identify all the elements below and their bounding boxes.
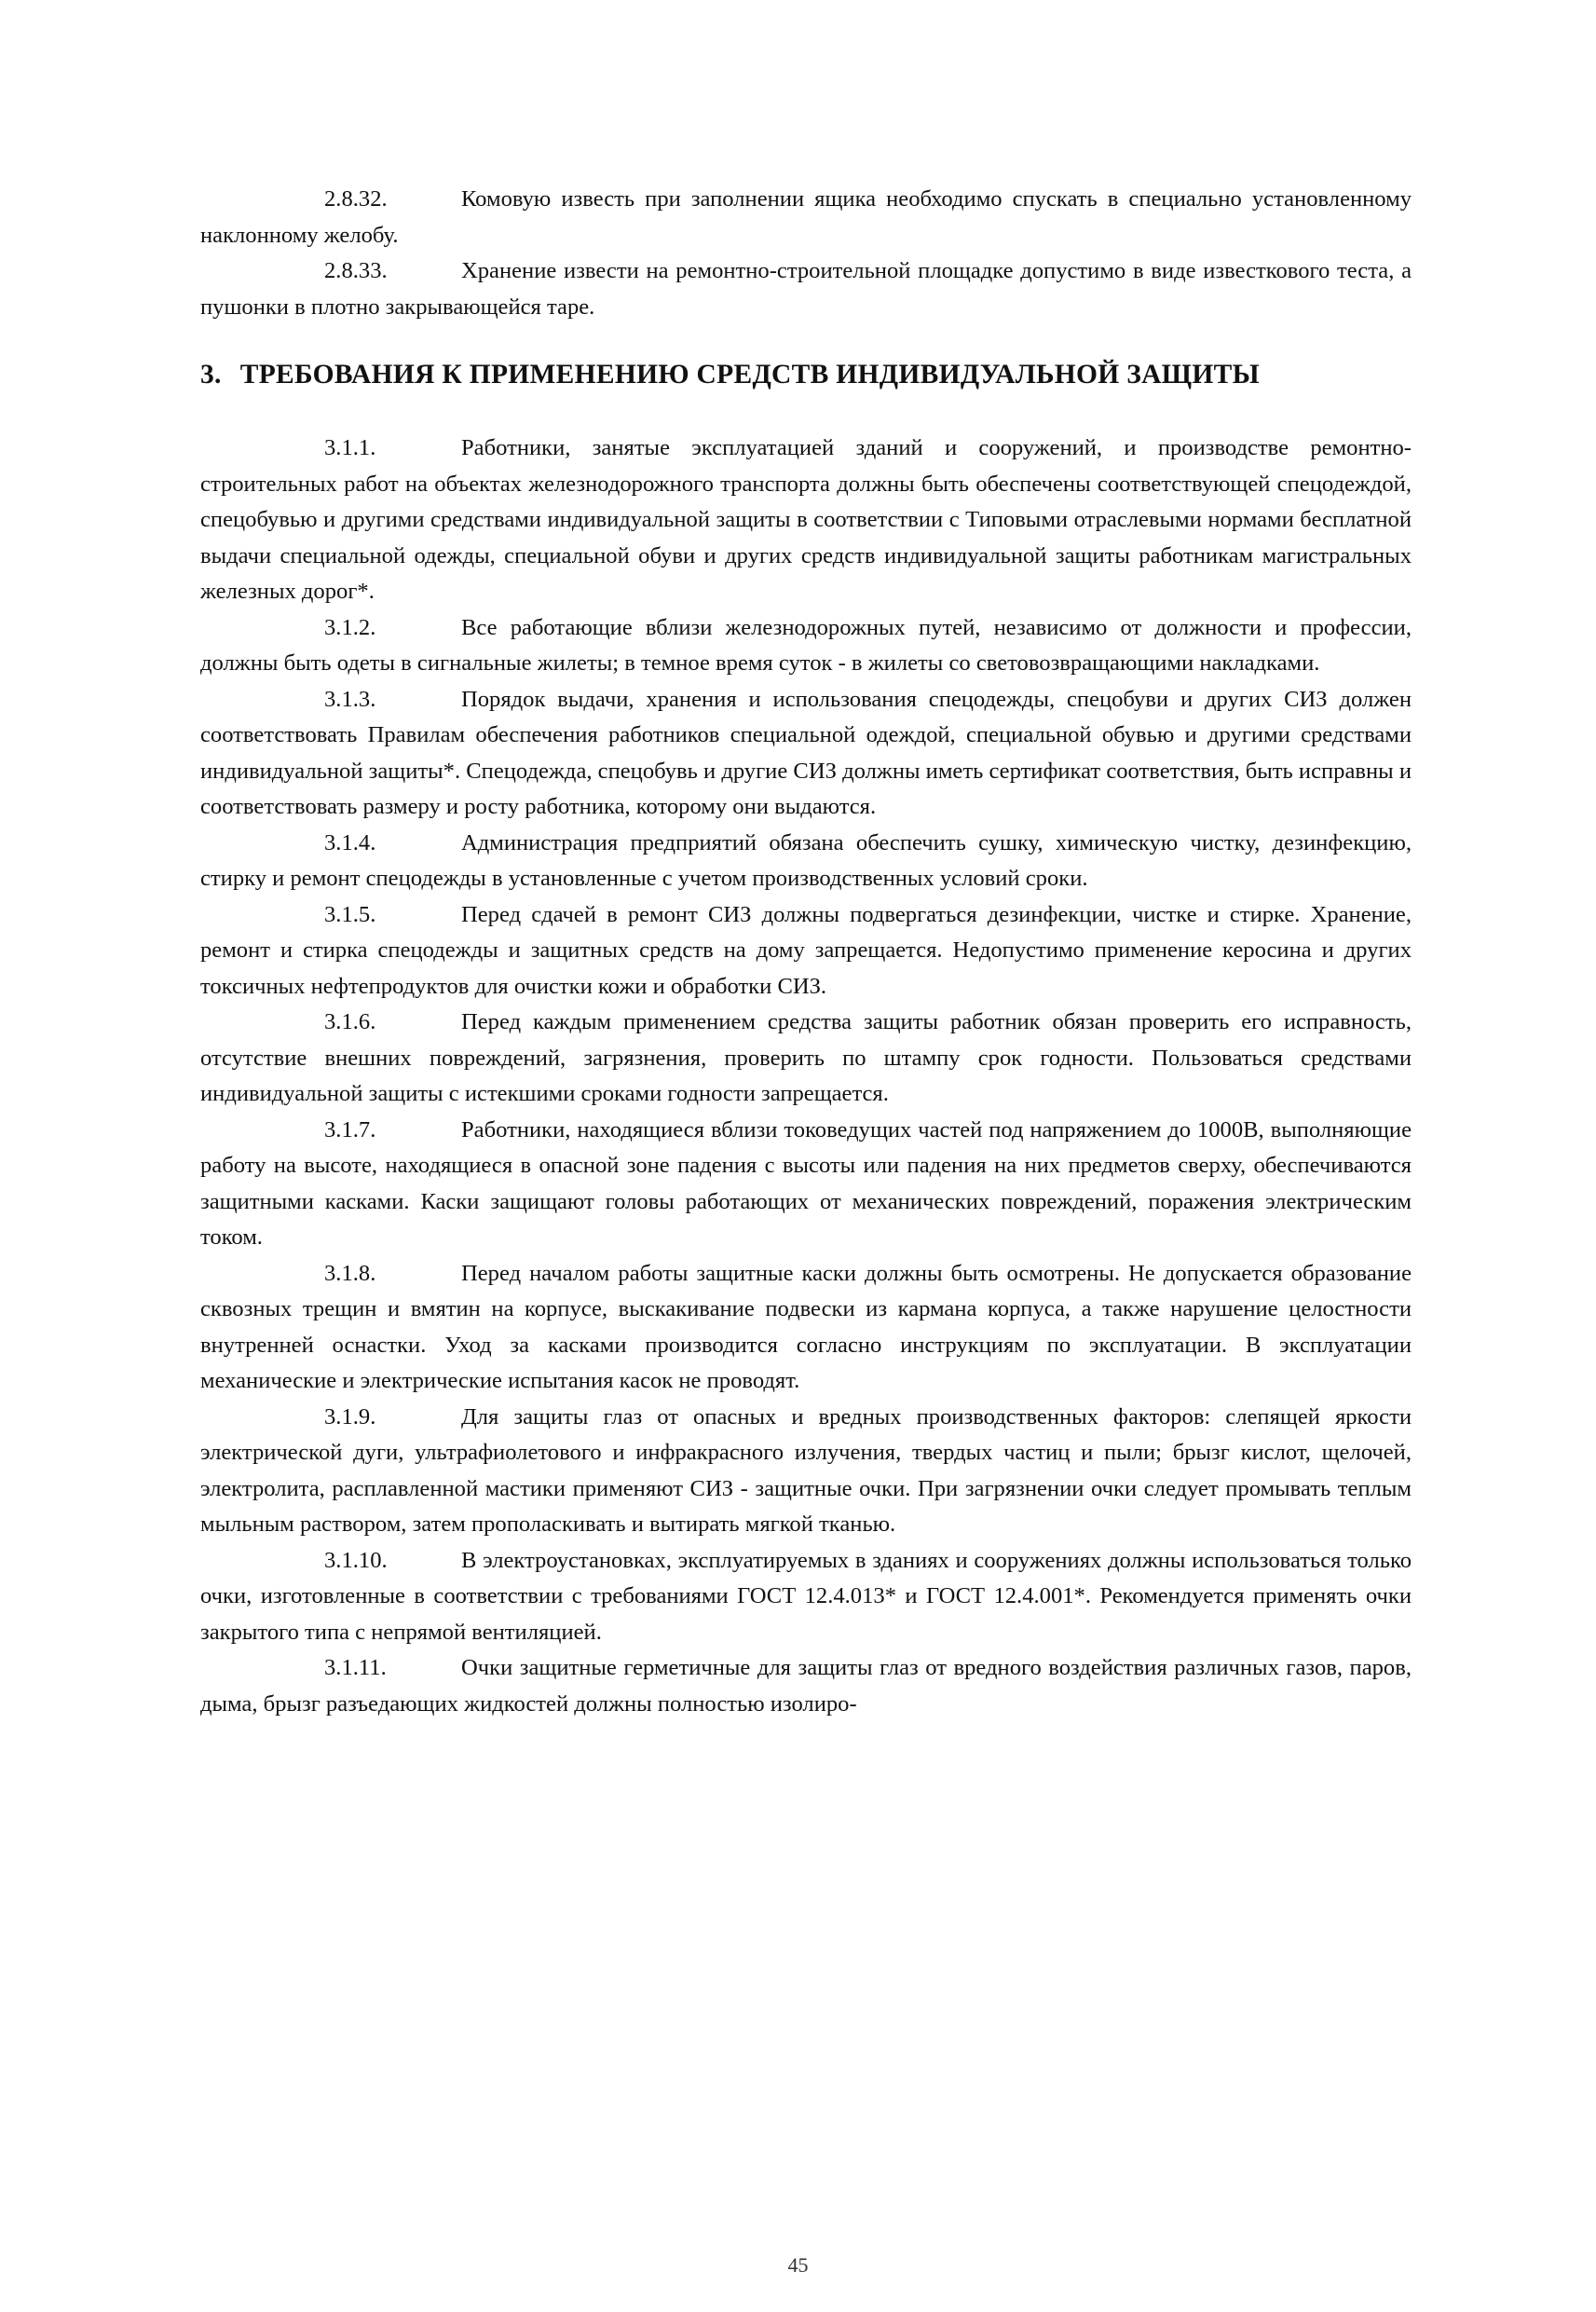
paragraph-number: 3.1.3. [324, 686, 376, 712]
paragraph-number: 3.1.2. [324, 614, 376, 640]
paragraph-number: 2.8.32. [324, 186, 388, 212]
paragraph-3-1-10 [200, 1543, 1412, 1651]
paragraph-text: Комовую известь при заполнении ящика необходимо спускать в специально установленному наклонному желобу. [200, 186, 1412, 248]
paragraph-text: Администрация предприятий обязана обеспечить сушку, химическую чистку, дезинфекцию, стирку и ремонт спецодежды в установленные с учетом производственных условий сроки. [200, 829, 1412, 891]
paragraph-number: 3.1.1. [324, 435, 376, 460]
paragraph-text: Перед сдачей в ремонт СИЗ должны подвергаться дезинфекции, чистке и стирке. Хранение, ремонт и стирка спецодежды и защитных средств на дому запрещается. Недопустимо применение керосина и других токсичных нефтепродуктов для очистки кожи и обработки СИЗ. [200, 901, 1412, 999]
paragraph-text: Перед каждым применением средства защиты работник обязан проверить его исправность, отсутствие внешних повреждений, загрязнения, проверить по штампу срок годности. Пользоваться средствами индивидуальной защиты с истекшими сроками годности запрещается. [200, 1009, 1412, 1106]
paragraph-3-1-3 [200, 682, 1412, 826]
paragraph-text: Очки защитные герметичные для защиты глаз от вредного воздействия различных газов, паров, дыма, брызг разъедающих жидкостей должны полностью изолиро- [200, 1655, 1412, 1717]
paragraph-3-1-2 [200, 610, 1412, 682]
paragraph-number: 3.1.8. [324, 1260, 376, 1286]
paragraph-text: Хранение извести на ремонтно-строительной площадке допустимо в виде известкового теста, а пушонки в плотно закрывающейся таре. [200, 258, 1412, 320]
paragraph-2-8-33 [200, 253, 1412, 325]
paragraph-number: 3.1.10. [324, 1547, 388, 1573]
paragraph-2-8-32 [200, 182, 1412, 253]
section-number: 3. [200, 360, 222, 390]
paragraph-text: Работники, находящиеся вблизи токоведущих частей под напряжением до 1000В, выполняющие работу на высоте, находящиеся в опасной зоне падения с высоты или падения на них предметов сверху, обеспечиваются защитными касками. Каски защищают головы работающих от механических повреждений, поражения электрическим током. [200, 1116, 1412, 1250]
paragraph-3-1-9 [200, 1400, 1412, 1543]
paragraph-number: 3.1.7. [324, 1116, 376, 1142]
paragraph-3-1-8 [200, 1256, 1412, 1400]
paragraph-3-1-4 [200, 826, 1412, 897]
paragraph-3-1-11 [200, 1650, 1412, 1722]
paragraph-3-1-5 [200, 897, 1412, 1006]
paragraph-number: 3.1.9. [324, 1403, 376, 1430]
paragraph-3-1-7 [200, 1113, 1412, 1256]
paragraph-text: Все работающие вблизи железнодорожных путей, независимо от должности и профессии, должны быть одеты в сигнальные жилеты; в темное время суток - в жилеты со световозвращающими накладками. [200, 614, 1412, 676]
paragraph-text: Работники, занятые эксплуатацией зданий и сооружений, и производстве ремонтно-строительных работ на объектах железнодорожного транспорта должны быть обеспечены соответствующей спецодеждой, спецобувью и другими средствами индивидуальной защиты в соответствии с Типовыми отраслевыми нормами бесплатной выдачи специальной одежды, специальной обуви и других средств индивидуальной защиты работникам магистральных железных дорог*. [200, 435, 1412, 604]
paragraph-number: 3.1.4. [324, 829, 376, 855]
top-paragraphs [200, 182, 1412, 325]
page-number: 45 [787, 2253, 809, 2277]
paragraph-number: 3.1.5. [324, 901, 376, 927]
paragraph-number: 3.1.6. [324, 1009, 376, 1034]
section-title: ТРЕБОВАНИЯ К ПРИМЕНЕНИЮ СРЕДСТВ ИНДИВИДУАЛЬНОЙ ЗАЩИТЫ [239, 360, 1260, 390]
paragraph-3-1-6 [200, 1005, 1412, 1113]
paragraph-text: Порядок выдачи, хранения и использования спецодежды, спецобуви и других СИЗ должен соответствовать Правилам обеспечения работников специальной одеждой, специальной обувью и другими средствами индивидуальной защиты*. Спецодежда, спецобувь и другие СИЗ должны иметь сертификат соответствия, быть исправны и соответствовать размеру и росту работника, которому они выдаются. [200, 686, 1412, 819]
section-heading [200, 360, 1412, 390]
paragraph-3-1-1 [200, 431, 1412, 610]
paragraph-text: Для защиты глаз от опасных и вредных производственных факторов: слепящей яркости электрической дуги, ультрафиолетового и инфракрасного излучения, твердых частиц и пыли; брызг кислот, щелочей, электролита, расплавленной мастики применяют СИЗ - защитные очки. При загрязнении очки следует промывать теплым мыльным раствором, затем прополаскивать и вытирать мягкой тканью. [200, 1403, 1412, 1537]
paragraph-text: В электроустановках, эксплуатируемых в зданиях и сооружениях должны использоваться только очки, изготовленные в соответствии с требованиями ГОСТ 12.4.013* и ГОСТ 12.4.001*. Рекомендуется применять очки закрытого типа с непрямой вентиляцией. [200, 1547, 1412, 1645]
section-paragraphs [200, 431, 1412, 1722]
paragraph-number: 3.1.11. [324, 1655, 387, 1680]
paragraph-text: Перед началом работы защитные каски должны быть осмотрены. Не допускается образование сквозных трещин и вмятин на корпусе, выскакивание подвески из кармана корпуса, а также нарушение целостности внутренней оснастки. Уход за касками производится согласно инструкциям по эксплуатации. В эксплуатации механические и электрические испытания касок не проводят. [200, 1260, 1412, 1393]
paragraph-number: 2.8.33. [324, 258, 388, 283]
